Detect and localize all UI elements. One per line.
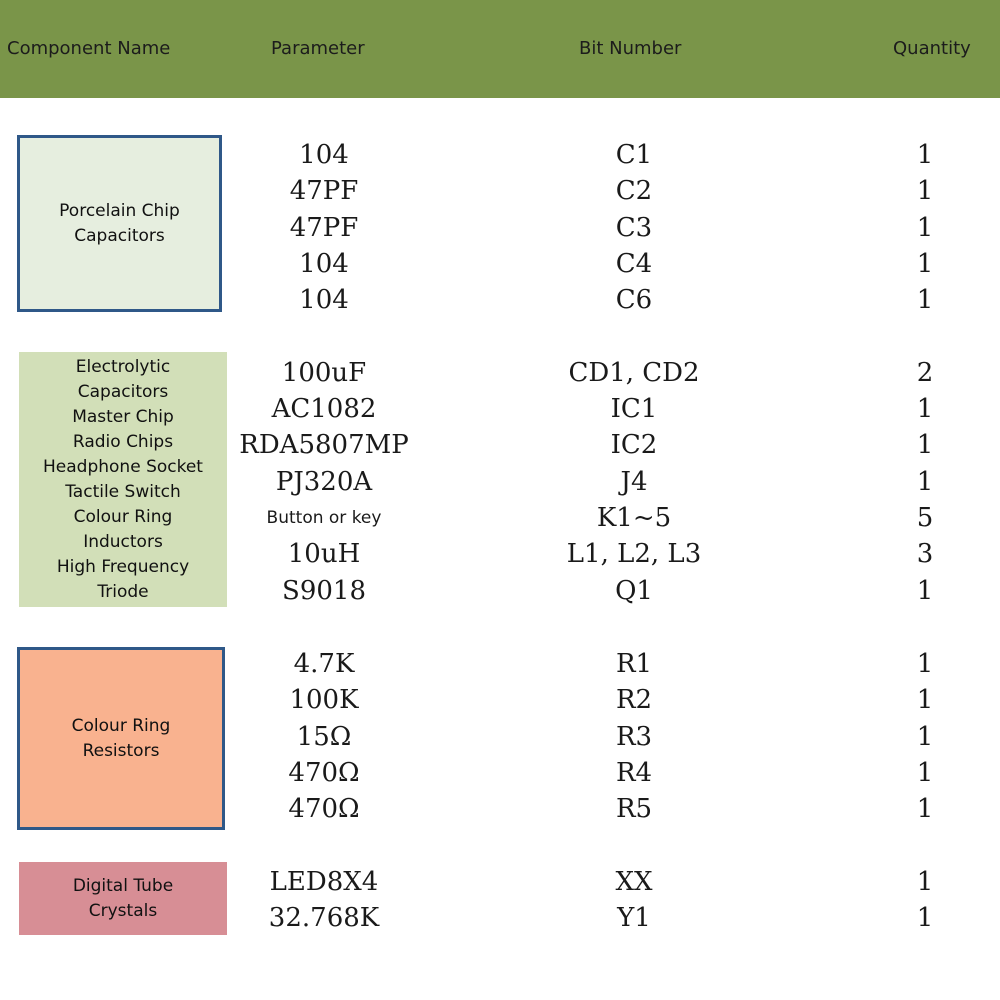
component-name-line: Tactile Switch	[65, 481, 181, 502]
parameter-cell: 470Ω	[288, 758, 360, 788]
component-name-line: Radio Chips	[72, 431, 174, 452]
table-row	[0, 500, 1000, 536]
table-row	[0, 755, 1000, 791]
parameter-cell: 100K	[289, 685, 359, 715]
table-row	[0, 173, 1000, 209]
table-header	[0, 0, 1000, 98]
parameter-cell: RDA5807MP	[239, 430, 409, 460]
quantity-cell: 1	[916, 213, 934, 243]
bit-number-cell: R2	[615, 685, 653, 715]
table-row	[0, 137, 1000, 173]
table-row	[0, 573, 1000, 609]
table-row	[0, 682, 1000, 718]
parameter-cell: 4.7K	[293, 649, 355, 679]
bit-number-cell: R1	[615, 649, 653, 679]
bit-number-cell: Y1	[617, 903, 651, 933]
bit-number-cell: R4	[615, 758, 653, 788]
parameter-cell: Button or key	[266, 508, 382, 528]
component-name-line: Colour Ring	[73, 506, 173, 527]
parameter-cell: 15Ω	[296, 722, 352, 752]
component-name-line: Digital Tube	[72, 875, 174, 896]
quantity-cell: 1	[916, 176, 934, 206]
bit-number-cell: R3	[615, 722, 653, 752]
quantity-cell: 1	[916, 722, 934, 752]
component-name-line: Master Chip	[72, 406, 174, 427]
quantity-cell: 1	[916, 867, 934, 897]
parameter-cell: AC1082	[271, 394, 377, 424]
bit-number-cell: IC2	[610, 430, 658, 460]
bit-number-cell: Q1	[615, 576, 653, 606]
quantity-cell: 1	[916, 576, 934, 606]
table-row	[0, 355, 1000, 391]
parameter-cell: 104	[299, 285, 349, 315]
bit-number-cell: C6	[615, 285, 653, 315]
component-name-line: Colour Ring	[71, 715, 171, 736]
bit-number-cell: C4	[615, 249, 653, 279]
quantity-cell: 1	[916, 685, 934, 715]
component-name-line: Resistors	[82, 740, 160, 761]
bit-number-cell: IC1	[610, 394, 658, 424]
bit-number-cell: C3	[615, 213, 653, 243]
parameter-cell: 32.768K	[268, 903, 380, 933]
parameter-cell: 104	[299, 140, 349, 170]
table-row	[0, 864, 1000, 900]
table-row	[0, 536, 1000, 572]
header-quantity: Quantity	[893, 38, 971, 59]
table-row	[0, 282, 1000, 318]
quantity-cell: 1	[916, 285, 934, 315]
header-component-name: Component Name	[7, 38, 171, 59]
parameter-cell: 100uF	[281, 358, 367, 388]
component-name-line: Headphone Socket	[43, 456, 203, 477]
table-row	[0, 427, 1000, 463]
component-name-line: Capacitors	[77, 381, 169, 402]
header-bit-number: Bit Number	[579, 38, 682, 59]
component-name-line: High Frequency	[56, 556, 190, 577]
quantity-cell: 1	[916, 394, 934, 424]
parameter-cell: 47PF	[289, 176, 359, 206]
table-row	[0, 464, 1000, 500]
quantity-cell: 3	[916, 539, 934, 569]
table-row	[0, 246, 1000, 282]
quantity-cell: 1	[916, 249, 934, 279]
quantity-cell: 1	[916, 794, 934, 824]
parameter-cell: LED8X4	[269, 867, 379, 897]
bit-number-cell: CD1, CD2	[568, 358, 700, 388]
bit-number-cell: R5	[615, 794, 653, 824]
parameter-cell: 104	[299, 249, 349, 279]
component-name-line: Crystals	[88, 900, 158, 921]
table-row	[0, 900, 1000, 936]
table-row	[0, 719, 1000, 755]
parameter-cell: PJ320A	[275, 467, 373, 497]
bit-number-cell: C1	[615, 140, 653, 170]
component-name-line: Inductors	[83, 531, 163, 552]
table-row	[0, 646, 1000, 682]
parameter-cell: 10uH	[287, 539, 361, 569]
component-name-line: Electrolytic	[75, 356, 171, 377]
parameter-cell: 47PF	[289, 213, 359, 243]
quantity-cell: 1	[916, 649, 934, 679]
table-row	[0, 210, 1000, 246]
bit-number-cell: L1, L2, L3	[566, 539, 702, 569]
bit-number-cell: K1~5	[596, 503, 672, 533]
parameter-cell: S9018	[282, 576, 366, 606]
component-name-line: Porcelain Chip	[59, 200, 180, 221]
quantity-cell: 1	[916, 758, 934, 788]
table-row	[0, 791, 1000, 827]
quantity-cell: 1	[916, 903, 934, 933]
quantity-cell: 2	[916, 358, 934, 388]
component-name-line: Triode	[97, 581, 149, 602]
table-row	[0, 391, 1000, 427]
quantity-cell: 1	[916, 140, 934, 170]
quantity-cell: 5	[916, 503, 934, 533]
bit-number-cell: J4	[620, 467, 648, 497]
quantity-cell: 1	[916, 467, 934, 497]
bit-number-cell: XX	[615, 867, 653, 897]
quantity-cell: 1	[916, 430, 934, 460]
bit-number-cell: C2	[615, 176, 653, 206]
parameter-cell: 470Ω	[288, 794, 360, 824]
component-name-line: Capacitors	[74, 225, 165, 246]
header-parameter: Parameter	[271, 38, 365, 59]
